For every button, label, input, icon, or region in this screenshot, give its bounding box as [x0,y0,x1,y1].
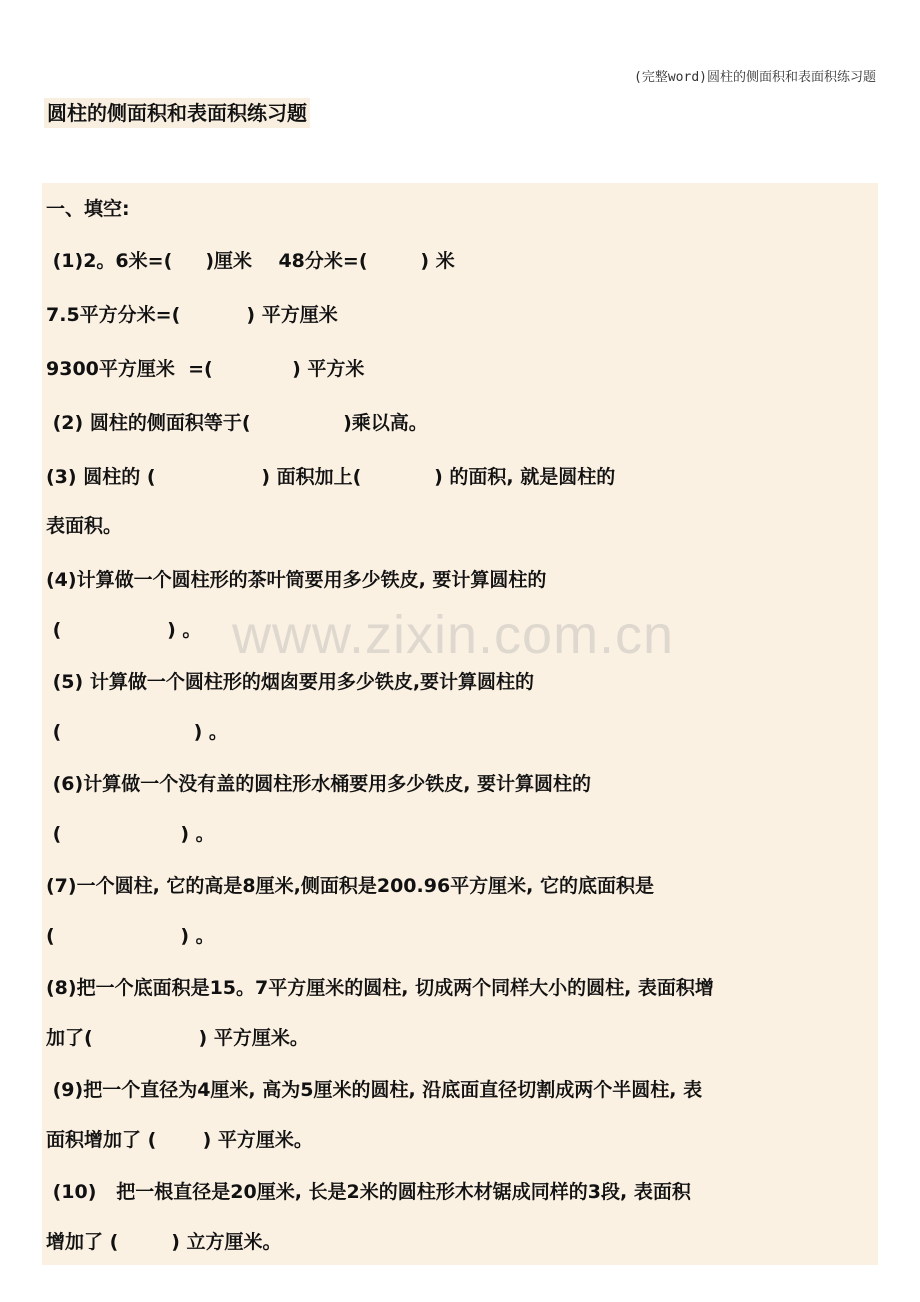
question-line: (5) 计算做一个圆柱形的烟囱要用多少铁皮,要计算圆柱的 [46,671,535,693]
question-line: (9)把一个直径为4厘米, 高为5厘米的圆柱, 沿底面直径切割成两个半圆柱, 表 [46,1079,703,1101]
question-line: (6)计算做一个没有盖的圆柱形水桶要用多少铁皮, 要计算圆柱的 [46,773,592,795]
watermark-text: www.zixin.com.cn [232,605,675,665]
question-line: ( ) 。 [46,619,202,641]
question-line: (10) 把一根直径是20厘米, 长是2米的圆柱形木材锯成同样的3段, 表面积 [46,1181,691,1203]
question-line: (2) 圆柱的侧面积等于( )乘以高。 [46,412,428,434]
question-line: ( ) 。 [46,823,215,845]
question-line: (8)把一个底面积是15。7平方厘米的圆柱, 切成两个同样大小的圆柱, 表面积增 [46,977,714,999]
question-line: (4)计算做一个圆柱形的茶叶筒要用多少铁皮, 要计算圆柱的 [46,569,547,591]
document-title: 圆柱的侧面积和表面积练习题 [44,98,310,128]
question-line: ( ) 。 [46,925,215,947]
question-line: 9300平方厘米 =( ) 平方米 [46,358,365,380]
question-line: 表面积。 [46,515,123,537]
question-line: ( ) 。 [46,721,228,743]
question-line: (3) 圆柱的 ( ) 面积加上( ) 的面积, 就是圆柱的 [46,466,616,488]
question-line: 7.5平方分米=( ) 平方厘米 [46,304,338,326]
question-line: (1)2。6米=( )厘米 48分米=( ) 米 [46,250,455,272]
question-line: 面积增加了 ( ) 平方厘米。 [46,1129,313,1151]
question-line: 加了( ) 平方厘米。 [46,1027,309,1049]
question-line: 增加了 ( ) 立方厘米。 [46,1231,282,1253]
question-line: (7)一个圆柱, 它的高是8厘米,侧面积是200.96平方厘米, 它的底面积是 [46,875,655,897]
page-header: (完整word)圆柱的侧面积和表面积练习题 [634,70,876,85]
section-heading: 一、填空: [46,198,130,220]
